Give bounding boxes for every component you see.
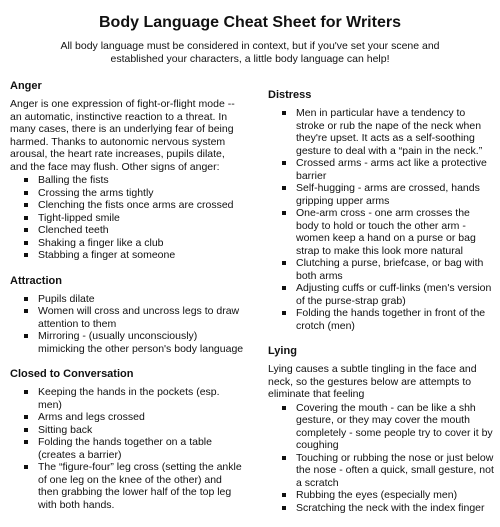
list-item: Balling the fists (38, 174, 245, 187)
section-intro: Lying causes a subtle tingling in the face and neck, so the gestures below are attempts to eliminate that feeling (268, 363, 477, 400)
section-distress (268, 89, 494, 332)
list-item: Clenching the fists once arms are crossed (38, 199, 245, 212)
list-item: Shaking a finger like a club (38, 237, 245, 250)
section-title: Closed to Conversation (10, 368, 134, 380)
list-item: Rubbing the eyes (especially men) (296, 489, 494, 502)
bullet-list (268, 107, 494, 332)
list-item: Touching or rubbing the nose or just below the nose - often a quick, small gesture, not a scratch (296, 451, 494, 489)
left-column (10, 80, 245, 524)
right-column (268, 89, 494, 527)
list-item: Arms and legs crossed (38, 411, 245, 424)
list-item: The “figure-four” leg cross (setting the ankle of one leg on the knee of the other) and then grabbing the lower half of the top leg with both hands. (38, 461, 245, 511)
list-item: Sitting back (38, 424, 245, 437)
list-item: Adjusting cuffs or cuff-links (men's version of the purse-strap grab) (296, 282, 494, 307)
section-title: Anger (10, 80, 42, 92)
section-closed-to-conversation (10, 368, 245, 511)
section-title: Attraction (10, 274, 62, 287)
list-item: Covering the mouth - can be like a shh gesture, or they may cover the mouth completely - some people try to cover it by coughing (296, 401, 493, 451)
list-item: Clutching a purse, briefcase, or bag with both arms (296, 257, 494, 282)
section-title: Distress (268, 89, 312, 101)
bullet-list (10, 386, 245, 511)
list-item: Folding the hands together on a table (creates a barrier) (38, 436, 245, 461)
list-item: Self-hugging - arms are crossed, hands gripping upper arms (296, 182, 494, 207)
section-intro: Anger is one expression of fight-or-flight mode -- an automatic, instinctive reaction to a threat. In many cases, there is an underlying fear of being harmed. Thanks to autonomic nervous system arousal, the heart rate increases, pupils dilate, and the face may flush. Other signs of anger: (10, 98, 235, 173)
list-item: One-arm cross - one arm crosses the body to hold or touch the other arm - women keep a hand on a purse or bag strap to make this look more natural (296, 207, 494, 257)
bullet-list (10, 174, 245, 262)
list-item: Keeping the hands in the pockets (esp. men) (38, 386, 245, 411)
intro-text: All body language must be considered in context, but if you've set your scene and established your characters, a little body language can help! (60, 40, 440, 65)
list-item: Stabbing a finger at someone (38, 249, 245, 262)
bullet-list (268, 402, 494, 515)
section-anger (10, 80, 245, 262)
list-item: Men in particular have a tendency to stroke or rub the nape of the neck when they're upset. It acts as a self-soothing gesture to deal with a “pain in the neck.” (296, 107, 494, 157)
list-item: Women will cross and uncross legs to draw attention to them (38, 305, 245, 330)
list-item: Pupils dilate (38, 293, 245, 306)
bullet-list (10, 293, 245, 356)
section-lying (268, 345, 494, 514)
page-title: Body Language Cheat Sheet for Writers (99, 14, 401, 31)
section-title: Lying (268, 345, 297, 357)
list-item: Crossed arms - arms act like a protective barrier (296, 157, 494, 182)
section-attraction (10, 275, 245, 356)
list-item: Mirroring - (usually unconsciously) mimicking the other person's body language (38, 330, 244, 355)
list-item: Clenched teeth (38, 224, 245, 237)
list-item: Scratching the neck with the index finger (296, 502, 494, 515)
list-item: Tight-lipped smile (38, 212, 245, 225)
list-item: Folding the hands together in front of the crotch (men) (296, 307, 494, 332)
list-item: Crossing the arms tightly (38, 187, 245, 200)
